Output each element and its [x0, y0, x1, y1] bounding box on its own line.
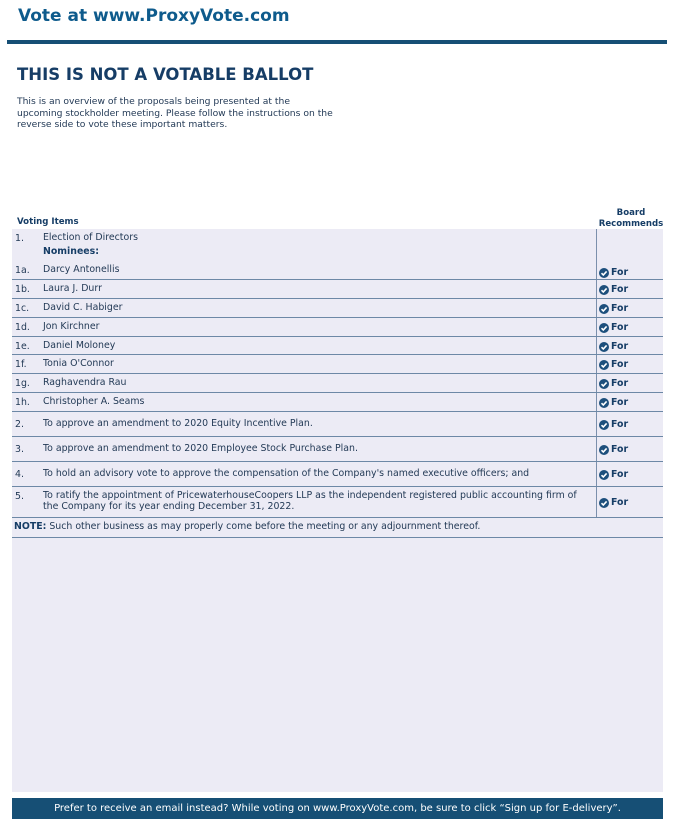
item-description: To ratify the appointment of PricewaterhouseCoopers LLP as the independent registered public accounting firm of the Company for its year ending December 31, 2022.	[43, 490, 577, 512]
recommendation-label: For	[611, 419, 629, 430]
item-number: 1c.	[15, 303, 30, 314]
item-description: To hold an advisory vote to approve the compensation of the Company's named executive officers; and	[43, 468, 530, 479]
recommendation-label: For	[611, 469, 629, 480]
check-circle-icon	[599, 360, 609, 370]
recommendation	[599, 469, 628, 480]
recommendation	[599, 419, 628, 430]
item-description: Christopher A. Seams	[43, 396, 145, 407]
item-number: 1d.	[15, 322, 30, 333]
recommendation-label: For	[611, 378, 629, 389]
header-title: Vote at www.ProxyVote.com	[18, 6, 290, 26]
recommendation-label: For	[611, 267, 629, 278]
item-description: David C. Habiger	[43, 302, 123, 313]
table-row	[12, 355, 663, 374]
check-circle-icon	[599, 285, 609, 295]
recommendation	[599, 284, 628, 295]
table-row	[12, 318, 663, 337]
recommendation	[599, 303, 628, 314]
note-text	[14, 521, 480, 532]
nominees-label: Nominees:	[43, 246, 99, 257]
footer-banner: Prefer to receive an email instead? While voting on www.ProxyVote.com, be sure to click “Sign up for E-delivery”.	[12, 798, 663, 819]
item-description: Election of Directors	[43, 232, 138, 243]
recommendation-label: For	[611, 341, 629, 352]
check-circle-icon	[599, 323, 609, 333]
table-row	[12, 280, 663, 299]
recommendation	[599, 397, 628, 408]
item-description: Darcy Antonellis	[43, 264, 120, 275]
check-circle-icon	[599, 420, 609, 430]
recommendation-label: For	[611, 497, 629, 508]
item-number: 1e.	[15, 341, 30, 352]
item-number: 1h.	[15, 397, 30, 408]
recommendation-label: For	[611, 444, 629, 455]
check-circle-icon	[599, 304, 609, 314]
recommendation	[599, 444, 628, 455]
recommendation	[599, 341, 628, 352]
recommendation	[599, 359, 628, 370]
item-number: 4.	[15, 469, 24, 480]
check-circle-icon	[599, 470, 609, 480]
table-row	[12, 337, 663, 355]
item-description: To approve an amendment to 2020 Equity Incentive Plan.	[43, 418, 313, 429]
recommendation-label: For	[611, 397, 629, 408]
item-description: Daniel Moloney	[43, 340, 116, 351]
check-circle-icon	[599, 445, 609, 455]
board-recommends-header	[596, 208, 666, 229]
table-row	[12, 299, 663, 318]
item-number: 2.	[15, 419, 24, 430]
note-label: NOTE:	[14, 521, 47, 532]
recommendation	[599, 497, 628, 508]
table-row	[12, 487, 663, 518]
recommendation-label: For	[611, 322, 629, 333]
item-description: Raghavendra Rau	[43, 377, 127, 388]
check-circle-icon	[599, 379, 609, 389]
check-circle-icon	[599, 398, 609, 408]
header-divider	[7, 40, 667, 44]
recommendation	[599, 322, 628, 333]
recommendation	[599, 378, 628, 389]
note-body: Such other business as may properly come before the meeting or any adjournment thereof.	[46, 521, 481, 532]
item-number: 1.	[15, 233, 24, 244]
recommendation-label: For	[611, 284, 629, 295]
table-row	[12, 262, 663, 280]
item-number: 1g.	[15, 378, 30, 389]
item-number: 3.	[15, 444, 24, 455]
voting-items-header: Voting Items	[17, 217, 79, 227]
table-row	[12, 393, 663, 412]
table-row	[12, 462, 663, 487]
item-number: 5.	[15, 491, 24, 502]
recommendation	[599, 267, 628, 278]
table-row	[12, 437, 663, 462]
item-description: Jon Kirchner	[43, 321, 100, 332]
recommendation-label: For	[611, 359, 629, 370]
item-number: 1f.	[15, 359, 27, 370]
item-number: 1b.	[15, 284, 30, 295]
item-description: To approve an amendment to 2020 Employee Stock Purchase Plan.	[43, 443, 358, 454]
board-recommends-header-line2: Recommends	[598, 218, 664, 229]
table-row	[12, 374, 663, 393]
item-description: Tonia O'Connor	[43, 358, 114, 369]
item-description: Laura J. Durr	[43, 283, 102, 294]
check-circle-icon	[599, 342, 609, 352]
page-title: THIS IS NOT A VOTABLE BALLOT	[17, 65, 314, 84]
check-circle-icon	[599, 498, 609, 508]
table-row	[12, 412, 663, 437]
item-number: 1a.	[15, 265, 30, 276]
recommendation-label: For	[611, 303, 629, 314]
board-recommends-header-line1: Board	[616, 208, 646, 218]
intro-text: This is an overview of the proposals being presented at the upcoming stockholder meeting. Please follow the instructions on the reverse side to vote these important matters.	[17, 96, 333, 130]
check-circle-icon	[599, 268, 609, 278]
